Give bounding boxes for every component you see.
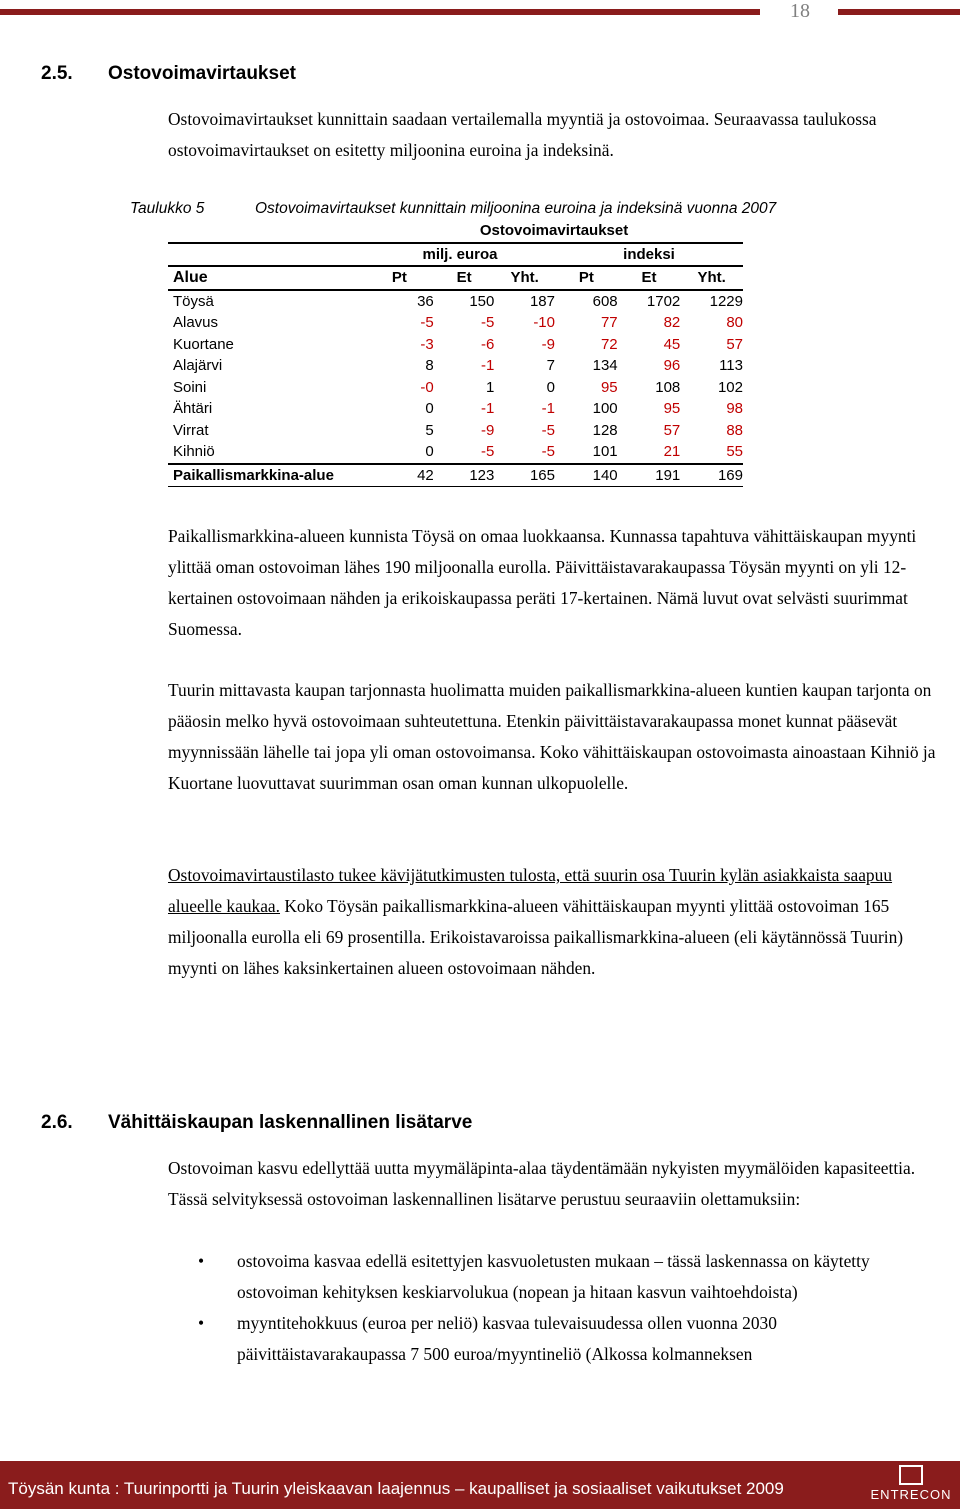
table-cell: 0 (546, 378, 555, 396)
column-header: Yht. (680, 266, 743, 290)
page-footer (0, 1461, 960, 1509)
table-cell: 45 (663, 335, 681, 353)
header-rule-right (838, 9, 960, 15)
section-heading-2-5 (41, 63, 641, 87)
paragraph-text: Tuurin mittavasta kaupan tarjonnasta huolimatta muiden paikallismarkkina-alueen kuntien kaupan tarjonta on pääosin melko hyvä ostovoimaan suhteutettuna. Etenkin päivittäistavarakaupassa monet kunnat pääsevät myynnissään lähelle tai jopa yli oman ostovoimansa. Koko vähittäiskaupan ostovoimasta ainoastaan Kihniö ja Kuortane luovuttavat suurimman osan oman kunnan ulkopuolelle. (168, 680, 936, 793)
table-cell: 21 (663, 443, 681, 460)
table-cell-name: Paikallismarkkina-alue (168, 464, 365, 487)
table-cell: 134 (592, 357, 618, 374)
table-row (168, 355, 743, 377)
table-cell: 108 (655, 378, 681, 396)
table-cell: -10 (533, 314, 555, 331)
table-cell: 1 (486, 378, 495, 396)
footer-text: Töysän kunta : Tuurinportti ja Tuurin yleiskaavan laajennus – kaupalliset ja sosiaaliset vaikutukset 2009 (8, 1479, 784, 1498)
table-cell: 150 (469, 292, 495, 310)
table-cell: 80 (726, 314, 743, 331)
table-cell: 169 (680, 464, 743, 487)
table-cell-name: Töysä (173, 292, 214, 310)
table-row (168, 377, 743, 399)
table-cell: 187 (529, 292, 555, 310)
table-group-header-row (168, 220, 743, 243)
table-cell: -5 (541, 421, 555, 439)
list-item-text: ostovoima kasvaa edellä esitettyjen kasvuoletusten mukaan – tässä laskennassa on käytetty ostovoiman kehityksen keskiarvolukua (nopean ja hitaan kasvun vaihtoehdoista) (237, 1251, 870, 1302)
table-cell: -6 (481, 335, 495, 353)
column-header: Et (618, 266, 681, 290)
table-cell: 36 (417, 292, 434, 310)
table-row (168, 420, 743, 442)
bullet-icon: • (198, 1313, 205, 1333)
table-cell: 82 (663, 314, 681, 331)
bullet-icon: • (198, 1251, 205, 1271)
intro-paragraph (168, 104, 948, 166)
logo-text: ENTRECON (870, 1487, 952, 1502)
table-cell-name: Soini (173, 378, 207, 396)
table-cell: 191 (618, 464, 681, 487)
header-rule-left (0, 9, 760, 15)
list-item (168, 1308, 948, 1370)
table-cell: 57 (663, 421, 681, 439)
assumption-list (168, 1246, 948, 1370)
table-cell: 55 (726, 443, 743, 460)
table-body (168, 290, 743, 464)
column-header: Pt (555, 266, 618, 290)
table-cell: 128 (592, 421, 618, 439)
table-cell: -0 (420, 378, 434, 396)
table-cell: 1702 (646, 292, 681, 310)
table-column-header-row (168, 266, 743, 290)
table-cell: 100 (592, 400, 618, 417)
section-number: 2.5. (41, 63, 73, 84)
table-cell-name: Alajärvi (173, 357, 223, 374)
underlined-statement: Ostovoimavirtaustilasto tukee kävijätutkimusten tulosta, että suurin osa Tuurin kylän asiakkaista saapuu alueelle kaukaa. (168, 865, 893, 916)
table-total-row (168, 464, 743, 487)
column-header: Et (434, 266, 495, 290)
table-row (168, 398, 743, 420)
table-cell: 608 (592, 292, 618, 310)
table-cell: 7 (546, 357, 555, 374)
page-number: 18 (790, 0, 810, 22)
list-item (168, 1246, 948, 1308)
table-cell: 0 (425, 443, 434, 460)
table-subheader-row (168, 243, 743, 267)
table-cell: -9 (481, 421, 495, 439)
table-cell: 1229 (709, 292, 743, 310)
section-heading-2-6 (41, 1112, 741, 1136)
table-cell: -3 (420, 335, 434, 353)
table-cell-name: Virrat (173, 421, 209, 439)
table-cell: -5 (541, 443, 555, 460)
table-cell: 98 (726, 400, 743, 417)
table-cell: 140 (555, 464, 618, 487)
table-cell-name: Kihniö (173, 443, 215, 460)
table-cell-name: Ähtäri (173, 400, 213, 417)
table-cell: -1 (541, 400, 555, 417)
table-cell: 165 (494, 464, 555, 487)
paragraph-3 (168, 860, 948, 984)
table-cell: 72 (600, 335, 618, 353)
table-row (168, 312, 743, 334)
table-cell: 113 (719, 357, 743, 374)
section-title: Ostovoimavirtaukset (108, 63, 296, 84)
logo-mark-icon (899, 1465, 923, 1485)
table-cell-name: Alavus (173, 314, 219, 331)
table-cell: 95 (600, 378, 618, 396)
paragraph-text: Ostovoiman kasvu edellyttää uutta myymäläpinta-alaa täydentämään nykyisten myymälöiden kapasiteettia. Tässä selvityksessä ostovoiman laskennallinen lisätarve perustuu seuraaviin olettamuksiin: (168, 1158, 916, 1209)
table-cell: 101 (592, 443, 618, 460)
list-item-text: myyntitehokkuus (euroa per neliö) kasvaa tulevaisuudessa ollen vuonna 2030 päivittäistavarakaupassa 7 500 euroa/myyntineliö (Alkossa kolmanneksen (237, 1313, 777, 1364)
table-cell: 42 (365, 464, 434, 487)
column-header: Pt (365, 266, 434, 290)
table-cell-name: Kuortane (173, 335, 234, 353)
table-row (168, 290, 743, 313)
table-cell: 123 (434, 464, 495, 487)
intro-text: Ostovoimavirtaukset kunnittain saadaan vertailemalla myyntiä ja ostovoimaa. Seuraavassa taulukossa ostovoimavirtaukset on esitetty miljoonina euroina ja indeksinä. (168, 109, 877, 160)
table-caption-text: Ostovoimavirtaukset kunnittain miljoonina euroina ja indeksinä vuonna 2007 (255, 200, 777, 217)
column-header-area: Alue (168, 266, 365, 290)
table-cell: 8 (425, 357, 434, 374)
table-cell: 77 (600, 314, 618, 331)
table-cell: 57 (726, 335, 743, 353)
purchasing-power-table (168, 220, 743, 487)
table-cell: -1 (481, 357, 495, 374)
table-row (168, 441, 743, 464)
table-cell: -5 (481, 314, 495, 331)
entrecon-logo (868, 1465, 954, 1507)
table-cell: 0 (425, 400, 434, 417)
table-cell: -5 (481, 443, 495, 460)
table-cell: 95 (663, 400, 681, 417)
table-cell: 88 (726, 421, 743, 439)
table-cell: -1 (481, 400, 495, 417)
paragraph-1 (168, 521, 948, 645)
paragraph-text: Koko Töysän paikallismarkkina-alueen vähittäiskaupan myynti ylittää ostovoiman 165 miljoonalla eurolla eli 69 prosentilla. Erikoistavaroissa paikallismarkkina-alueen (eli käytännössä Tuurin) myynti on lähes kaksinkertainen alueen ostovoimaan nähden. (168, 896, 904, 978)
column-header: Yht. (494, 266, 555, 290)
table-cell: -9 (541, 335, 555, 353)
paragraph-text: Paikallismarkkina-alueen kunnista Töysä on omaa luokkaansa. Kunnassa tapahtuva vähittäiskaupan myynti ylittää oman ostovoiman lähes 190 miljoonalla eurolla. Päivittäistavarakaupassa Töysän myynti on yli 12-kertainen ostovoimaan nähden ja erikoiskaupassa peräti 17-kertainen. Nämä luvut ovat selvästi suurimmat Suomessa. (168, 526, 917, 639)
group-header: Ostovoimavirtaukset (365, 220, 743, 243)
paragraph-2 (168, 675, 948, 799)
table-caption-label: Taulukko 5 (130, 200, 205, 217)
table-cell: -5 (420, 314, 434, 331)
subheader-index: indeksi (623, 245, 675, 263)
section-number: 2.6. (41, 1112, 73, 1133)
table-cell: 96 (663, 357, 681, 374)
subheader-euros: milj. euroa (422, 245, 498, 263)
table-row (168, 334, 743, 356)
section-title: Vähittäiskaupan laskennallinen lisätarve (108, 1112, 473, 1133)
paragraph-4 (168, 1153, 948, 1215)
table-cell: 5 (425, 421, 434, 439)
table-cell: 102 (717, 378, 743, 396)
